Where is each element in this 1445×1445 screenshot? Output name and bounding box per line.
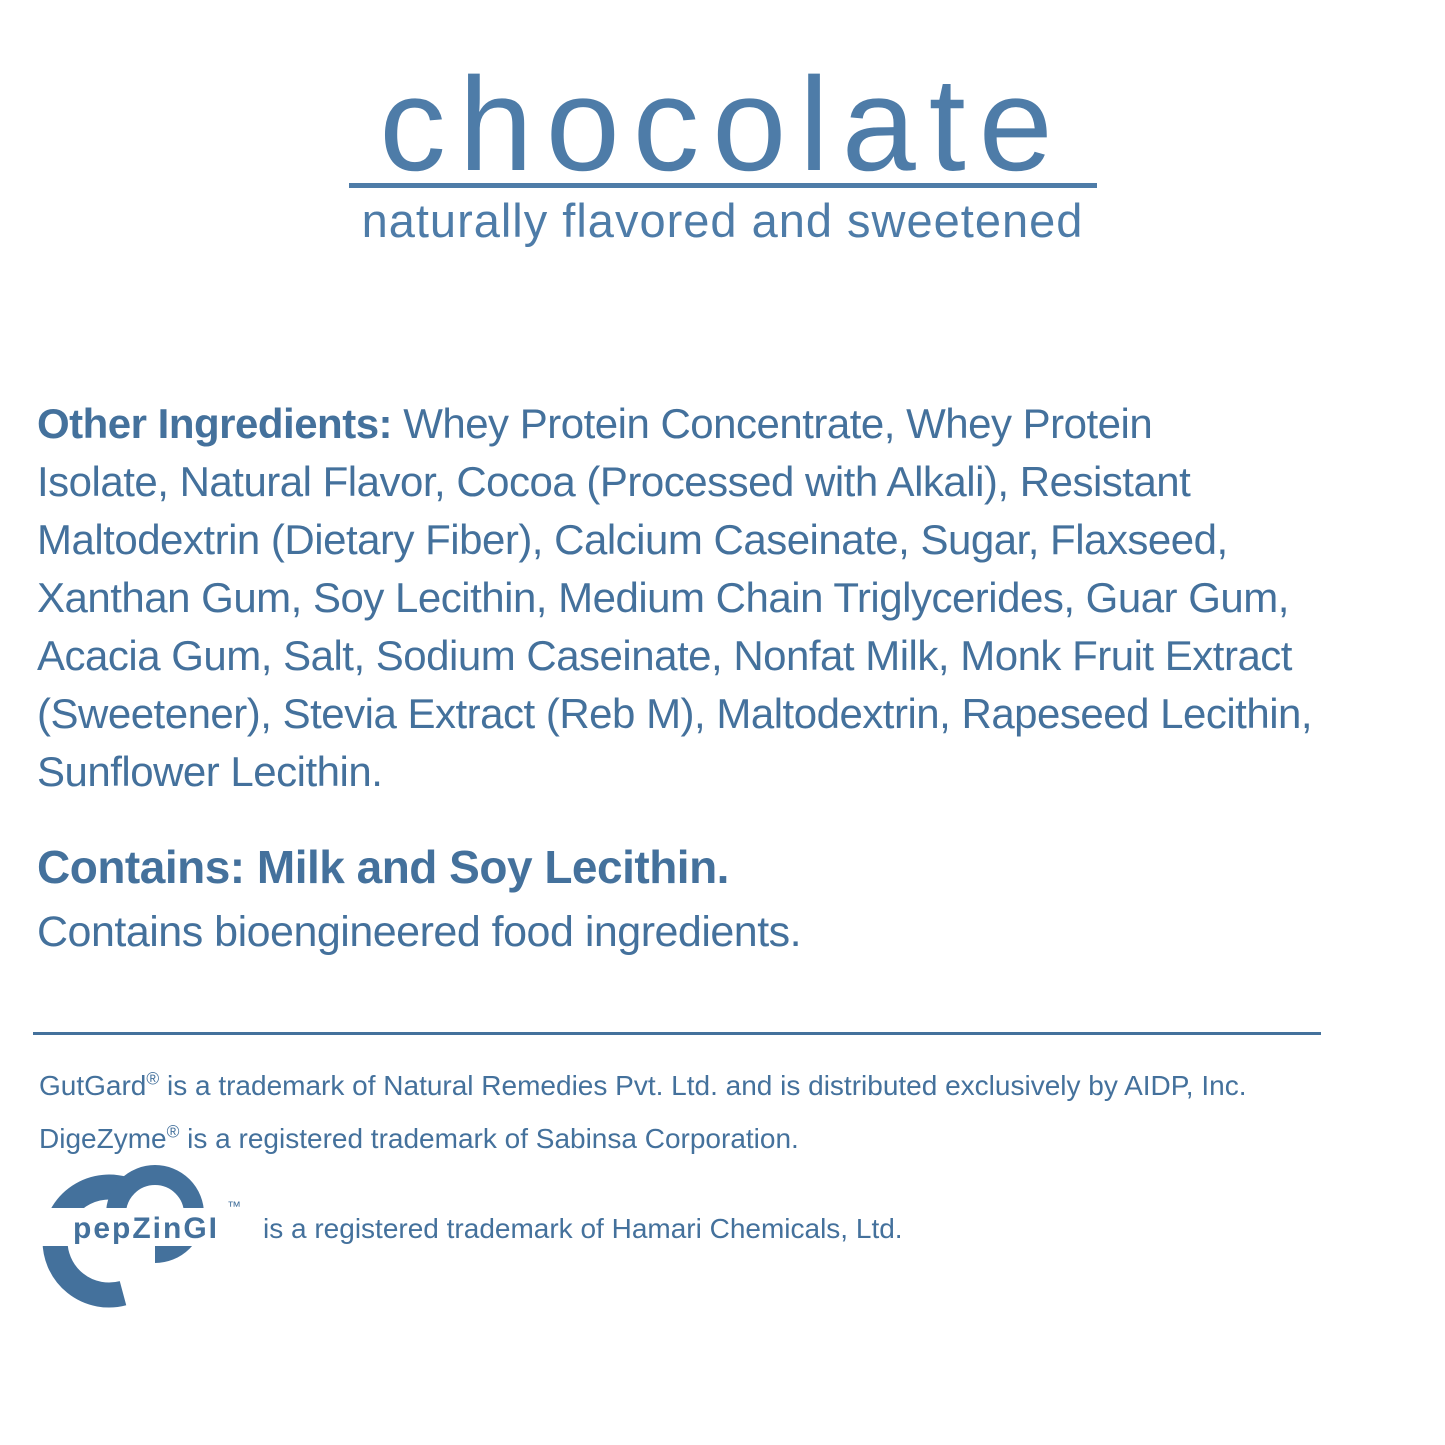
label-content bbox=[0, 395, 1445, 1311]
ingredients-line: Sunflower Lecithin. bbox=[37, 748, 383, 795]
flavor-header bbox=[0, 0, 1445, 248]
flavor-title: chocolate bbox=[379, 51, 1066, 199]
ingredients-line: Isolate, Natural Flavor, Cocoa (Processed with Alkali), Resistant bbox=[37, 458, 1191, 505]
allergen-statement: Contains: Milk and Soy Lecithin. bbox=[37, 841, 729, 893]
gutgard-brand: GutGard bbox=[39, 1070, 147, 1101]
ingredients-line: Xanthan Gum, Soy Lecithin, Medium Chain Triglycerides, Guar Gum, bbox=[37, 574, 1289, 621]
pepzingi-logo-text: pepZinGI bbox=[73, 1212, 219, 1245]
footer-divider bbox=[33, 1032, 1321, 1035]
trademark-mark: ™ bbox=[227, 1198, 241, 1214]
ingredients-line bbox=[37, 395, 1425, 453]
pepzingi-trademark-text: is a registered trademark of Hamari Chemicals, Ltd. bbox=[263, 1213, 903, 1244]
ingredients-line: Acacia Gum, Salt, Sodium Caseinate, Nonfat Milk, Monk Fruit Extract bbox=[37, 632, 1292, 679]
ingredients-line: (Sweetener), Stevia Extract (Reb M), Maltodextrin, Rapeseed Lecithin, bbox=[37, 690, 1313, 737]
ingredients-line-text: Whey Protein Concentrate, Whey Protein bbox=[403, 400, 1153, 447]
gutgard-trademark-line bbox=[39, 1065, 1425, 1106]
ingredients-paragraph bbox=[37, 395, 1425, 801]
registered-mark: ® bbox=[146, 1068, 160, 1089]
flavor-subtitle: naturally flavored and sweetened bbox=[361, 194, 1084, 247]
pepzingi-trademark-row bbox=[37, 1161, 1425, 1311]
digezyme-brand: DigeZyme bbox=[39, 1123, 167, 1154]
ingredients-label: Other Ingredients: bbox=[37, 400, 404, 447]
gutgard-trademark-text: is a trademark of Natural Remedies Pvt. Ltd. and is distributed exclusively by AIDP, Inc. bbox=[159, 1070, 1247, 1101]
pepzingi-logo-icon bbox=[37, 1161, 251, 1311]
digezyme-trademark-line bbox=[39, 1118, 1425, 1159]
digezyme-trademark-text: is a registered trademark of Sabinsa Corporation. bbox=[179, 1123, 799, 1154]
registered-mark: ® bbox=[166, 1121, 180, 1142]
bioengineered-statement: Contains bioengineered food ingredients. bbox=[37, 908, 802, 956]
ingredients-line: Maltodextrin (Dietary Fiber), Calcium Caseinate, Sugar, Flaxseed, bbox=[37, 516, 1228, 563]
